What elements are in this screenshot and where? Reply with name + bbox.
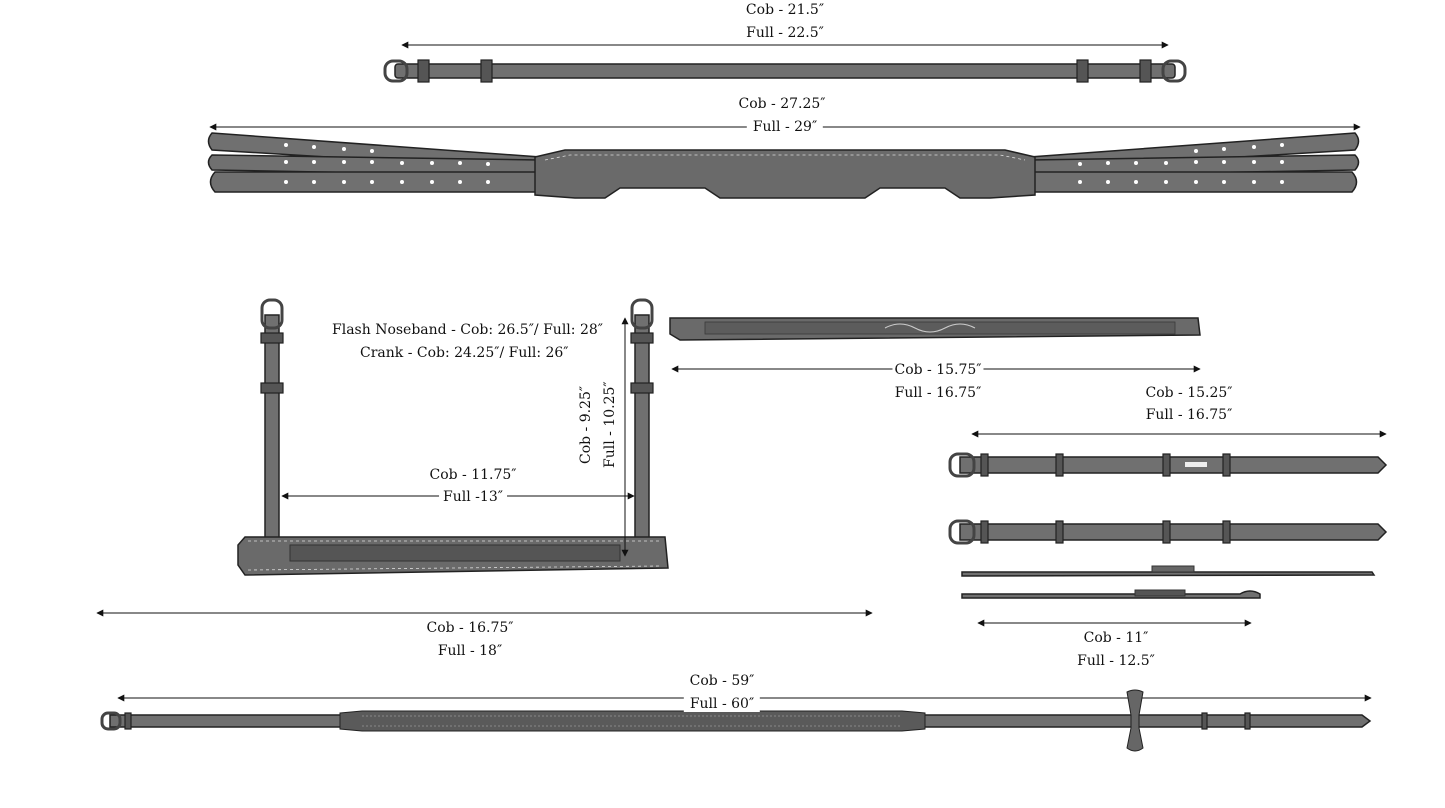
flash-full-label: Full - 12.5″ bbox=[1077, 653, 1155, 669]
throat-cob-label: Cob - 16.75″ bbox=[426, 620, 514, 636]
cheek-cob-label: Cob - 9.25″ bbox=[578, 385, 594, 464]
headstall-cob-label: Cob - 21.5″ bbox=[745, 2, 825, 18]
nose-cob-label: Cob - 11.75″ bbox=[429, 467, 517, 483]
noseband-spec-line1: Flash Noseband - Cob: 26.5″/ Full: 28″ bbox=[332, 322, 603, 338]
browband-strap bbox=[209, 127, 1361, 198]
headstall-full-label: Full - 22.5″ bbox=[746, 25, 824, 41]
browband-cob-label: Cob - 27.25″ bbox=[738, 96, 826, 112]
flash-cob-label: Cob - 11″ bbox=[1083, 630, 1149, 646]
strap-cob-label: Cob - 15.25″ bbox=[1145, 385, 1233, 401]
reins-full-label: Full - 60″ bbox=[684, 696, 760, 712]
headstall-strap bbox=[385, 45, 1185, 82]
browband-full-label: Full - 29″ bbox=[747, 119, 823, 135]
cheek-straps bbox=[950, 434, 1386, 623]
nose-full-label: Full -13″ bbox=[439, 489, 507, 505]
noseband-spec-line2: Crank - Cob: 24.25″/ Full: 26″ bbox=[360, 345, 569, 361]
crown-cob-label: Cob - 15.75″ bbox=[894, 362, 982, 378]
cheek-full-label: Full - 10.25″ bbox=[602, 381, 618, 468]
crown-full-label: Full - 16.75″ bbox=[894, 385, 982, 401]
reins-cob-label: Cob - 59″ bbox=[689, 673, 755, 689]
strap-full-label: Full - 16.75″ bbox=[1132, 407, 1247, 423]
throat-full-label: Full - 18″ bbox=[437, 643, 503, 659]
